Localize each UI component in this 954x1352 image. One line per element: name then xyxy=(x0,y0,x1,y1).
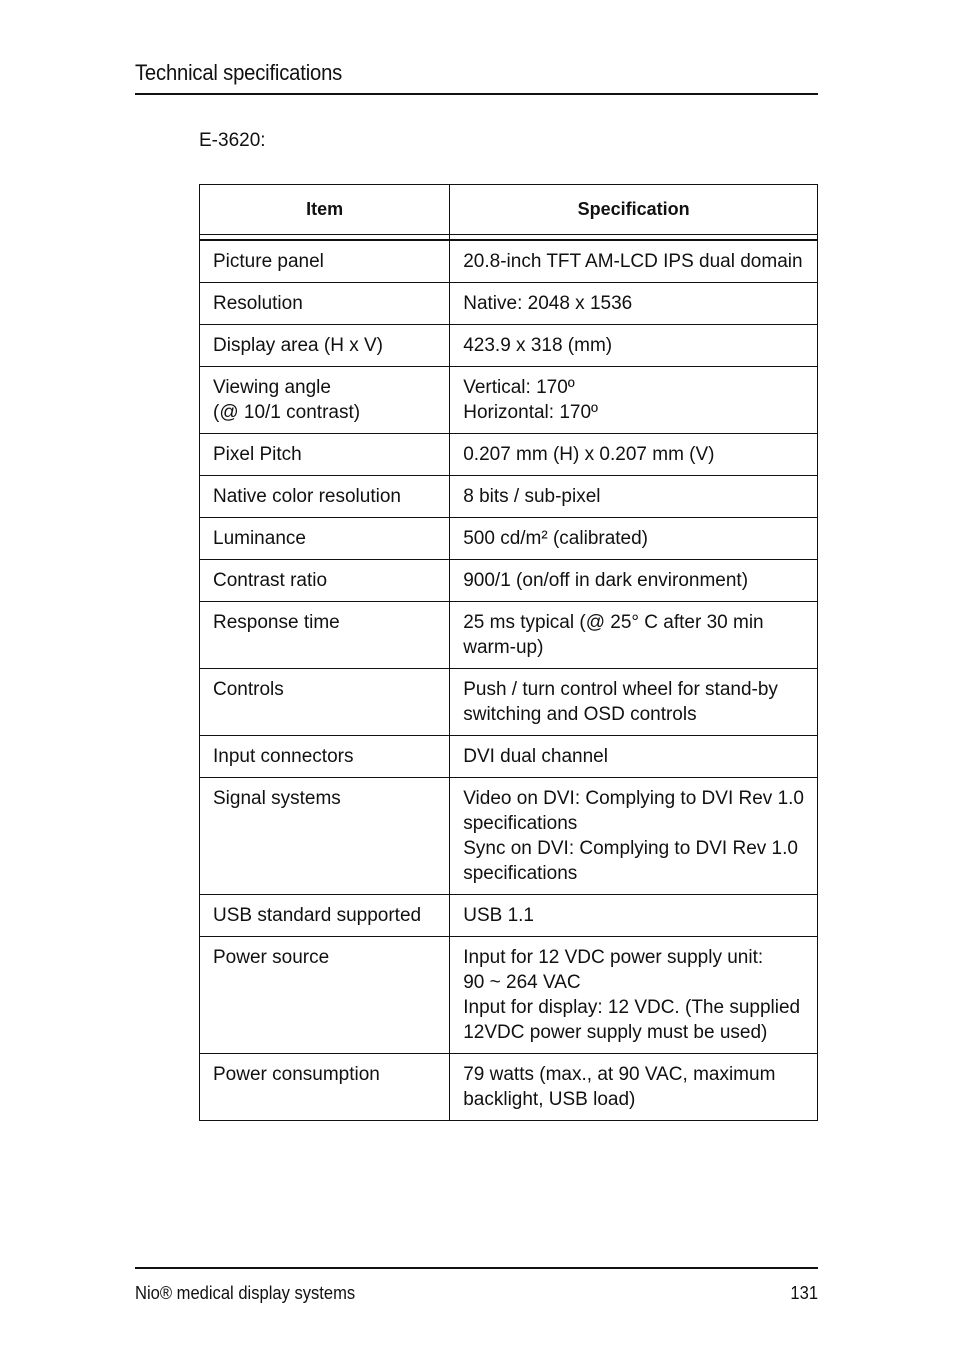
spec-cell-line: Input for 12 VDC power supply unit: xyxy=(463,947,764,968)
item-cell-line: Power source xyxy=(213,947,330,968)
table-row xyxy=(200,283,818,325)
page-header-title: Technical specifications xyxy=(135,60,343,85)
item-cell xyxy=(200,778,450,895)
item-cell-line: Input connectors xyxy=(213,746,354,767)
table-row xyxy=(200,240,818,283)
item-cell xyxy=(200,669,450,736)
table-row xyxy=(200,778,818,895)
item-cell xyxy=(200,434,450,476)
item-cell xyxy=(200,895,450,937)
table-row xyxy=(200,937,818,1054)
spec-cell xyxy=(450,736,818,778)
item-cell-line: Resolution xyxy=(213,293,303,314)
table-row xyxy=(200,518,818,560)
spec-cell-line: Input for display: 12 VDC. (The supplied xyxy=(463,997,801,1018)
table-row xyxy=(200,325,818,367)
spec-cell-line: 90 ~ 264 VAC xyxy=(463,972,581,993)
item-cell xyxy=(200,283,450,325)
item-cell-line: Luminance xyxy=(213,528,306,549)
item-cell-line: Pixel Pitch xyxy=(213,444,302,465)
spec-cell-line: Native: 2048 x 1536 xyxy=(463,293,633,314)
column-header-specification: Specification xyxy=(450,185,818,235)
spec-cell xyxy=(450,240,818,283)
spec-cell xyxy=(450,283,818,325)
spec-cell-line: 423.9 x 318 (mm) xyxy=(463,335,613,356)
table-row xyxy=(200,560,818,602)
table-row xyxy=(200,367,818,434)
spec-cell-line: 8 bits / sub-pixel xyxy=(463,486,601,507)
spec-cell xyxy=(450,325,818,367)
spec-cell-line: 900/1 (on/off in dark environment) xyxy=(463,570,749,591)
spec-cell-line: 79 watts (max., at 90 VAC, maximum xyxy=(463,1064,776,1085)
item-cell-line: Picture panel xyxy=(213,251,324,272)
item-cell-line: Contrast ratio xyxy=(213,570,328,591)
spec-cell xyxy=(450,937,818,1054)
spec-cell-line: 500 cd/m² (calibrated) xyxy=(463,528,649,549)
specifications-table xyxy=(199,184,818,1121)
spec-cell xyxy=(450,778,818,895)
footer-divider xyxy=(135,1267,818,1269)
table-row xyxy=(200,736,818,778)
item-cell xyxy=(200,736,450,778)
table-row xyxy=(200,669,818,736)
spec-cell-line: specifications xyxy=(463,863,578,884)
item-cell-line: Native color resolution xyxy=(213,486,401,507)
spec-cell-line: Push / turn control wheel for stand-by xyxy=(463,679,778,700)
spec-cell xyxy=(450,895,818,937)
spec-cell-line: specifications xyxy=(463,813,578,834)
footer-product-name: Nio® medical display systems xyxy=(135,1283,356,1303)
table-body xyxy=(200,240,818,1121)
item-cell-line: USB standard supported xyxy=(213,905,422,926)
spec-cell-line: switching and OSD controls xyxy=(463,704,697,725)
table-row xyxy=(200,602,818,669)
item-cell-line: Display area (H x V) xyxy=(213,335,383,356)
spec-cell-line: 20.8-inch TFT AM-LCD IPS dual domain xyxy=(463,251,803,272)
item-cell xyxy=(200,1054,450,1121)
item-cell xyxy=(200,367,450,434)
spec-cell-line: 0.207 mm (H) x 0.207 mm (V) xyxy=(463,444,715,465)
spec-cell xyxy=(450,518,818,560)
spec-cell xyxy=(450,1054,818,1121)
spec-cell xyxy=(450,434,818,476)
table-row xyxy=(200,895,818,937)
table-row xyxy=(200,476,818,518)
spec-cell-line: 12VDC power supply must be used) xyxy=(463,1022,768,1043)
item-cell xyxy=(200,937,450,1054)
spec-cell-line: Video on DVI: Complying to DVI Rev 1.0 xyxy=(463,788,804,809)
spec-cell-line: DVI dual channel xyxy=(463,746,608,767)
spec-cell-line: USB 1.1 xyxy=(463,905,534,926)
spec-cell xyxy=(450,602,818,669)
item-cell-line: Controls xyxy=(213,679,284,700)
spec-cell-line: Vertical: 170º xyxy=(463,377,575,398)
table-row xyxy=(200,1054,818,1121)
item-cell xyxy=(200,602,450,669)
item-cell-line: Power consumption xyxy=(213,1064,380,1085)
column-header-item: Item xyxy=(200,185,450,235)
spec-cell-line: Horizontal: 170º xyxy=(463,402,598,423)
item-cell xyxy=(200,240,450,283)
header-divider xyxy=(135,93,818,95)
table-header-row xyxy=(200,185,818,235)
item-cell-line: Viewing angle xyxy=(213,377,331,398)
model-label: E-3620: xyxy=(199,130,266,151)
item-cell xyxy=(200,476,450,518)
item-cell-line: Response time xyxy=(213,612,340,633)
table-row xyxy=(200,434,818,476)
item-cell xyxy=(200,325,450,367)
spec-cell xyxy=(450,669,818,736)
spec-cell xyxy=(450,367,818,434)
item-cell-line: (@ 10/1 contrast) xyxy=(213,402,361,423)
item-cell xyxy=(200,560,450,602)
spec-cell xyxy=(450,476,818,518)
item-cell-line: Signal systems xyxy=(213,788,341,809)
spec-cell-line: Sync on DVI: Complying to DVI Rev 1.0 xyxy=(463,838,798,859)
spec-cell-line: warm-up) xyxy=(463,637,544,658)
item-cell xyxy=(200,518,450,560)
spec-cell-line: backlight, USB load) xyxy=(463,1089,636,1110)
spec-cell xyxy=(450,560,818,602)
spec-cell-line: 25 ms typical (@ 25° C after 30 min xyxy=(463,612,764,633)
page-number: 131 xyxy=(790,1283,818,1303)
